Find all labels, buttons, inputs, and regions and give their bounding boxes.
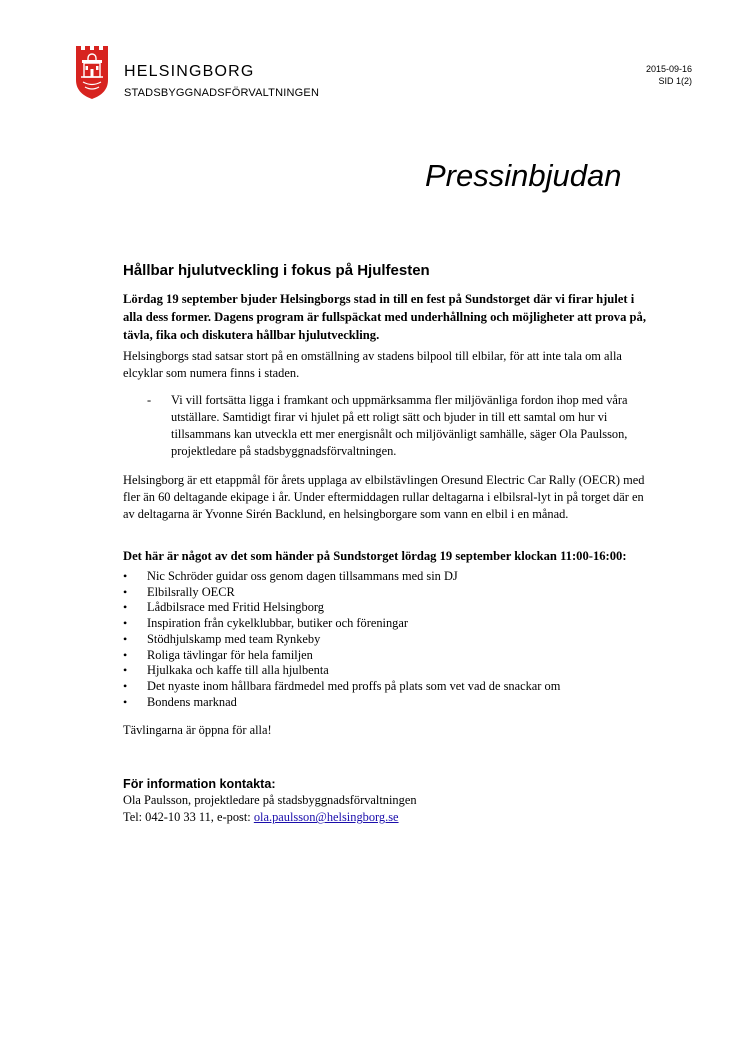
list-item: • Stödhjulskamp med team Rynkeby	[123, 632, 653, 648]
quote-dash: -	[147, 393, 152, 407]
list-item: • Roliga tävlingar för hela familjen	[123, 648, 653, 664]
contact-email-link[interactable]: ola.paulsson@helsingborg.se	[253, 810, 399, 825]
helsingborg-crest-icon	[74, 44, 110, 100]
list-item: • Bondens marknad	[123, 695, 653, 711]
list-item: • Det nyaste inom hållbara färdmedel med proffs på plats som vet vad de snackar om	[123, 679, 653, 695]
rally-paragraph: Helsingborg är ett etappmål för årets upplaga av elbilstävlingen Oresund Electric Car Rally (OECR) med fler än 60 deltagande ekipage i år. Under eftermiddagen rullar deltagarna i elbilsral-lyt in på torget där en av deltagarna är Yvonne Sirén Backlund, en helsingborgare som vann en elbil i en månad.	[123, 473, 645, 521]
quote-block	[123, 392, 653, 460]
event-list	[123, 569, 653, 710]
contact-phone-line	[123, 809, 653, 826]
intro-paragraph: Helsingborgs stad satsar stort på en omställning av stadens bilpool till elbilar, för att inte tala om alla elcyklar som numera finns i staden.	[123, 349, 622, 380]
quote-text: Vi vill fortsätta ligga i framkant och uppmärksamma fler miljövänliga fordon ihop med våra utställare. Samtidigt firar vi hjulet på ett roligt sätt och bjuder in till ett samtal om hur vi tillsammans kan utveckla ett mer energisnålt och miljövänligt samhälle, säger Ola Paulsson, projektledare på stadsbyggnadsförvaltningen.	[171, 393, 628, 458]
organization-name: HELSINGBORG	[124, 63, 255, 80]
contact-phone: Tel: 042-10 33 11, e-post:	[123, 810, 254, 825]
department-name: STADSBYGGNADSFÖRVALTNINGEN	[124, 87, 320, 99]
list-item: • Nic Schröder guidar oss genom dagen tillsammans med sin DJ	[123, 569, 653, 585]
schedule-heading: Det här är något av det som händer på Sundstorget lördag 19 september klockan 11:00-16:00:	[123, 549, 627, 563]
lead-paragraph: Lördag 19 september bjuder Helsingborgs stad in till en fest på Sundstorget där vi firar hjulet i alla dess former. Dagens program är fullspäckat med underhållning och möjligheter att prova på, tävla, fika och diskutera hållbar hjulutveckling.	[123, 292, 646, 342]
document-type-title: Pressinbjudan	[425, 158, 622, 193]
document-date: 2015-09-16	[645, 64, 692, 74]
closing-line: Tävlingarna är öppna för alla!	[123, 723, 272, 738]
contact-heading: För information kontakta:	[123, 777, 276, 792]
list-item: • Inspiration från cykelklubbar, butiker och föreningar	[123, 616, 653, 632]
page-number: SID 1(2)	[658, 76, 692, 86]
headline: Hållbar hjulutveckling i fokus på Hjulfesten	[123, 262, 430, 279]
list-item: • Elbilsrally OECR	[123, 585, 653, 601]
press-release-body	[123, 261, 653, 826]
list-item: • Lådbilsrace med Fritid Helsingborg	[123, 600, 653, 616]
list-item: • Hjulkaka och kaffe till alla hjulbenta	[123, 663, 653, 679]
contact-name: Ola Paulsson, projektledare på stadsbyggnadsförvaltningen	[123, 793, 417, 808]
